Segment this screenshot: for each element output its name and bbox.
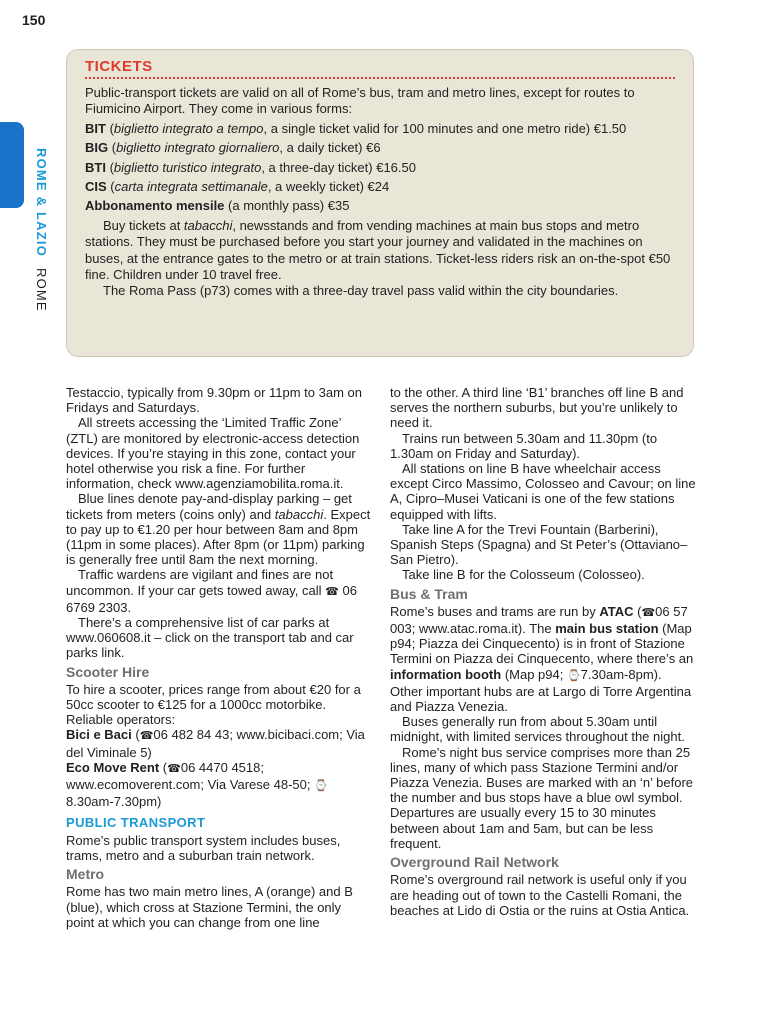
ticket-item: BIT (biglietto integrato a tempo, a single ticket valid for 100 minutes and one metro ride) €1.50 <box>85 120 627 136</box>
clock-icon: ⌚ <box>314 780 328 793</box>
ticket-item: BIG (biglietto integrato giornaliero, a daily ticket) €6 <box>85 140 381 156</box>
paragraph: Rome’s public transport system includes buses, trams, metro and a suburban train network. <box>66 832 341 863</box>
chapter-tab <box>0 122 24 208</box>
paragraph: Rome’s buses and trams are run by ATAC (☎06 57 003; www.atac.roma.it). The main bus station (Map p94; Piazza dei Cinquecento) is in front of Stazione Termini on Piazza dei Cinquecento, where there’s an information booth (Map p94; ⌚7.30am-8pm). Other important hubs are at Largo di Torre Argentina and Piazza Venezia. <box>390 603 694 715</box>
phone-icon: ☎ <box>325 585 339 598</box>
tickets-buy-paragraph: Buy tickets at tabacchi, newsstands and from vending machines at main bus stops and metro stations. They must be purchased before you start your journey and validated in the machines on buses, at the entrance gates to the metro or at train stations. Ticket-less riders risk an on-the-spot €50 fine. Children under 10 travel free. <box>85 217 671 283</box>
right-column <box>390 385 696 918</box>
paragraph: Trains run between 5.30am and 11.30pm (to 1.30am on Friday and Saturday). <box>390 430 658 461</box>
overground-rail-heading: Overground Rail Network <box>390 854 559 871</box>
paragraph: Blue lines denote pay-and-display parking – get tickets from meters (coins only) and tabacchi. Expect to pay up to €1.20 per hour between 8am and 8pm (11pm in some places). After 8pm (or 11pm) parking is generally free until 8am the next morning. <box>66 491 371 568</box>
tickets-intro: Public-transport tickets are valid on all of Rome’s bus, tram and metro lines, except for routes to Fiumicino Airport. They come in various forms: <box>85 85 635 117</box>
bus-tram-heading: Bus & Tram <box>390 585 468 602</box>
phone-icon: ☎ <box>139 730 154 743</box>
paragraph: Testaccio, typically from 9.30pm or 11pm to 3am on Fridays and Saturdays. <box>66 385 362 416</box>
paragraph: Traffic wardens are vigilant and fines are not uncommon. If your car gets towed away, call ☎ 06 6769 2303. <box>66 567 357 615</box>
left-column <box>66 385 372 930</box>
tickets-box <box>66 49 694 357</box>
paragraph: All streets accessing the ‘Limited Traffic Zone’ (ZTL) are monitored by electronic-access detection devices. If you’re staying in this zone, contact your hotel otherwise you risk a fine. For further information, check www.agenziamobilita.roma.it. <box>66 415 360 492</box>
paragraph: Rome has two main metro lines, A (orange) and B (blue), which cross at Stazione Termini, the only point at which you can change from one line <box>66 884 353 930</box>
roma-pass-paragraph: The Roma Pass (p73) comes with a three-day travel pass valid within the city boundaries. <box>103 283 619 299</box>
phone-icon: ☎ <box>641 606 656 619</box>
scooter-hire-heading: Scooter Hire <box>66 663 150 680</box>
metro-heading: Metro <box>66 866 105 883</box>
paragraph: Take line B for the Colosseum (Colosseo). <box>402 567 645 583</box>
paragraph: Rome’s overground rail network is useful only if you are heading out of town to the Castelli Romani, the beaches at Lido di Ostia or the ruins at Ostia Antica. <box>390 872 690 918</box>
running-head <box>34 148 49 312</box>
subsection-title: ROME <box>34 267 49 312</box>
ticket-item: Abbonamento mensile (a monthly pass) €35 <box>85 198 350 214</box>
listing-eco-move-rent: Eco Move Rent (☎06 4470 4518; www.ecomoverent.com; Via Varese 48-50; ⌚8.30am-7.30pm) <box>66 759 328 810</box>
paragraph: There’s a comprehensive list of car parks at www.060608.it – click on the transport tab and car parks link. <box>66 615 354 661</box>
paragraph: Take line A for the Trevi Fountain (Barberini), Spanish Steps (Spagna) and St Peter’s (Ottaviano–San Pietro). <box>390 521 688 568</box>
ticket-item: BTI (biglietto turistico integrato, a three-day ticket) €16.50 <box>85 159 416 175</box>
paragraph: All stations on line B have wheelchair access except Circo Massimo, Colosseo and Cavour; on line A, Cipro–Musei Vaticani is one of the few stations equipped with lifts. <box>390 461 696 522</box>
paragraph: Rome’s night bus service comprises more than 25 lines, many of which pass Stazione Termini and/or Piazza Venezia. Buses are marked with an ‘n’ before the number and bus stops have a blue owl symbol. Departures are usually every 15 to 30 minutes between about 1am and 5am, but can be less frequent. <box>390 744 694 851</box>
listing-bici-e-baci: Bici e Baci (☎06 482 84 43; www.bicibaci.com; Via del Viminale 5) <box>66 727 365 760</box>
paragraph: To hire a scooter, prices range from about €20 for a 50cc scooter to €125 for a 1000cc motorbike. Reliable operators: <box>66 681 361 728</box>
paragraph: Buses generally run from about 5.30am until midnight, with limited services throughout the night. <box>390 714 685 745</box>
public-transport-heading: PUBLIC TRANSPORT <box>66 815 206 831</box>
section-title: ROME & LAZIO <box>34 148 49 258</box>
clock-icon: ⌚ <box>566 669 581 682</box>
paragraph: to the other. A third line ‘B1’ branches off line B and serves the northern suburbs, but you’re unlikely to need it. <box>390 385 684 431</box>
phone-icon: ☎ <box>167 762 181 775</box>
tickets-heading: TICKETS <box>85 58 675 79</box>
page-number: 150 <box>22 12 46 28</box>
ticket-item: CIS (carta integrata settimanale, a weekly ticket) €24 <box>85 179 390 195</box>
